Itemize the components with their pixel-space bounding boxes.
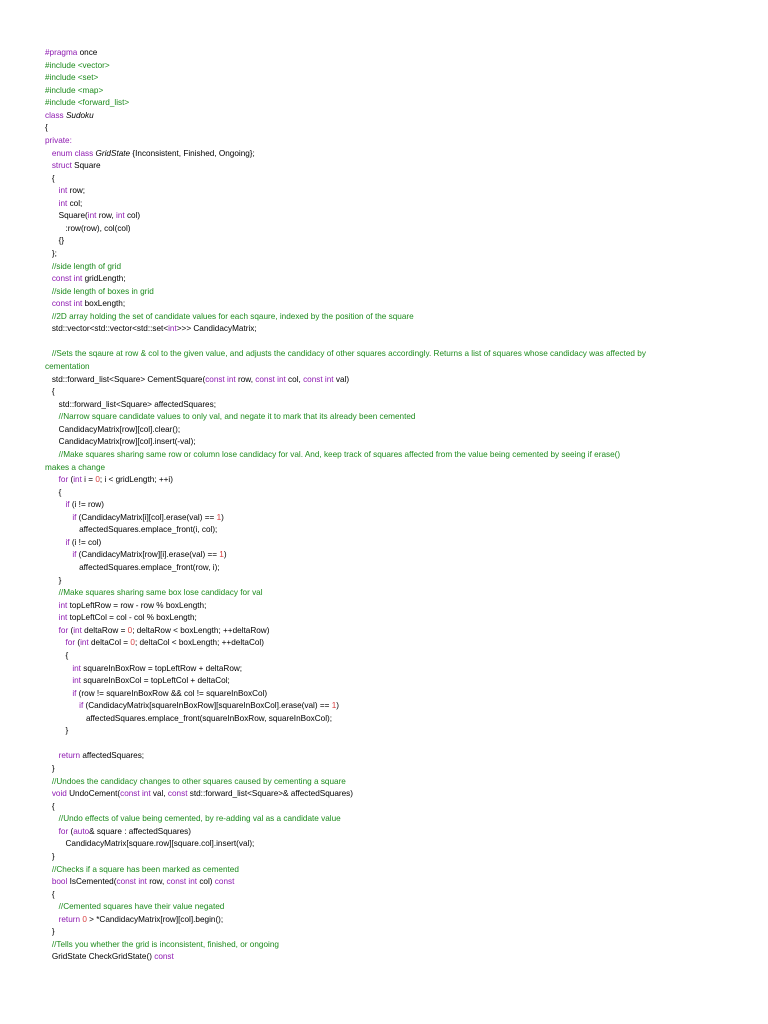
code-line	[45, 60, 721, 73]
code-token: {	[45, 123, 48, 133]
code-line	[45, 763, 721, 776]
code-token: CandidacyMatrix[row][col].clear();	[45, 424, 181, 434]
comment-token: //Undoes the candidacy changes to other squares caused by cementing a square	[51, 776, 346, 786]
code-line	[45, 411, 721, 424]
code-token: row,	[146, 877, 167, 887]
code-line	[45, 223, 721, 236]
code-token: (	[68, 475, 74, 485]
code-line	[45, 85, 721, 98]
code-line	[45, 575, 721, 588]
comment-token: #include <set>	[45, 73, 99, 83]
comment-token: //side length of grid	[51, 261, 122, 271]
code-token: UndoCement(	[66, 789, 121, 799]
keyword-token: const int	[255, 374, 286, 384]
code-line	[45, 424, 721, 437]
code-token: (	[75, 638, 81, 648]
code-line	[45, 298, 721, 311]
code-token	[45, 701, 79, 710]
code-token: > *CandidacyMatrix[row][col].begin();	[86, 914, 224, 924]
code-token: std::forward_list<Square>& affectedSquares)	[187, 789, 353, 799]
code-token	[45, 550, 72, 559]
keyword-token: int	[58, 198, 68, 208]
code-token: row,	[96, 211, 117, 221]
code-line	[45, 650, 721, 663]
code-line	[45, 210, 721, 223]
code-token: ; i < gridLength; ++i)	[99, 475, 173, 485]
code-line	[45, 72, 721, 85]
comment-token: //side length of boxes in grid	[51, 286, 154, 296]
code-line	[45, 663, 721, 676]
code-token	[45, 814, 59, 823]
code-token: }	[45, 764, 55, 774]
code-token: {	[45, 487, 62, 497]
code-token: & square : affectedSquares)	[89, 826, 191, 836]
code-token: val,	[150, 789, 168, 799]
code-token	[45, 538, 65, 547]
code-token: )	[336, 701, 339, 711]
code-token: (	[68, 826, 74, 836]
keyword-token: const int	[166, 877, 198, 887]
code-line	[45, 273, 721, 286]
code-token: topLeftCol = col - col % boxLength;	[67, 613, 197, 623]
keyword-token: const	[167, 789, 188, 799]
keyword-token: void	[51, 789, 67, 799]
code-line	[45, 286, 721, 299]
code-line	[45, 160, 721, 173]
code-token: {	[45, 801, 55, 811]
code-token: };	[45, 249, 57, 258]
code-token: Square	[71, 161, 101, 171]
comment-token: //Checks if a square has been marked as cemented	[51, 864, 239, 874]
code-token	[45, 149, 52, 158]
keyword-token: const int	[120, 789, 151, 799]
code-token	[45, 161, 52, 170]
number-token: 0	[127, 625, 133, 635]
code-token	[45, 312, 52, 321]
code-token: affectedSquares.emplace_front(i, col);	[45, 525, 218, 535]
comment-token: //Narrow square candidate values to only val, and negate it to mark that its already been cemented	[58, 412, 416, 422]
code-token	[45, 751, 59, 760]
code-line	[45, 148, 721, 161]
type-name-token: Sudoku	[65, 110, 94, 120]
code-token: affectedSquares.emplace_front(row, i);	[45, 563, 220, 573]
keyword-token: const int	[51, 274, 83, 284]
code-token: (i != col)	[69, 537, 102, 547]
code-token	[45, 475, 59, 484]
code-token: }	[45, 927, 55, 937]
code-token: GridState CheckGridState()	[45, 952, 155, 962]
number-token: 1	[331, 701, 337, 711]
comment-token: #include <forward_list>	[45, 98, 130, 108]
code-token	[45, 299, 52, 308]
code-token: }	[45, 575, 62, 585]
code-line	[45, 851, 721, 864]
code-token	[45, 777, 52, 786]
code-token	[45, 274, 52, 283]
comment-token: #include <vector>	[45, 60, 110, 70]
blank-line	[45, 738, 721, 751]
code-token: (	[68, 625, 74, 635]
code-token	[45, 412, 59, 421]
code-line	[45, 801, 721, 814]
code-token: )	[221, 512, 224, 522]
code-token: once	[77, 48, 98, 57]
code-token	[45, 450, 59, 459]
code-line	[45, 776, 721, 789]
code-token: std::vector<std::vector<std::set<	[45, 324, 169, 334]
code-token	[45, 902, 59, 911]
keyword-token: const int	[303, 374, 334, 384]
code-token: boxLength;	[82, 299, 126, 309]
code-line	[45, 600, 721, 613]
code-line	[45, 235, 721, 248]
code-token: }	[45, 726, 69, 736]
code-line	[45, 939, 721, 952]
comment-token: //Make squares sharing same box lose candidacy for val	[58, 588, 263, 598]
code-line	[45, 47, 721, 60]
code-token: (CandidacyMatrix[squareInBoxRow][squareInBoxCol].erase(val) ==	[83, 701, 332, 711]
keyword-token: struct	[51, 161, 72, 171]
code-token: col;	[67, 198, 83, 208]
number-token: 1	[219, 550, 224, 560]
code-token: gridLength;	[82, 274, 126, 284]
code-line	[45, 122, 721, 135]
number-token: 0	[95, 475, 100, 485]
code-line	[45, 110, 721, 123]
code-token: val)	[333, 374, 350, 384]
code-line	[45, 788, 721, 801]
keyword-token: bool	[51, 877, 68, 887]
code-line	[45, 487, 721, 500]
keyword-token: int	[73, 475, 82, 485]
code-token	[45, 613, 59, 622]
code-token: >>> CandidacyMatrix;	[176, 324, 257, 334]
code-token: std::forward_list<Square> affectedSquares;	[45, 399, 216, 409]
code-line	[45, 499, 721, 512]
code-token: {}	[45, 236, 65, 246]
code-line	[45, 889, 721, 902]
code-token: ; deltaCol < boxLength; ++deltaCol)	[134, 638, 264, 648]
code-line	[45, 374, 721, 387]
code-token: squareInBoxCol = topLeftCol + deltaCol;	[80, 676, 230, 686]
code-token: ; deltaRow < boxLength; ++deltaRow)	[132, 625, 270, 635]
code-line	[45, 436, 721, 449]
number-token: 0	[130, 638, 135, 648]
code-token: }	[45, 851, 55, 861]
code-line	[45, 311, 721, 324]
keyword-token: int	[72, 676, 81, 686]
keyword-token: int	[87, 211, 97, 221]
code-token: (CandidacyMatrix[row][i].erase(val) ==	[76, 550, 220, 560]
code-line	[45, 901, 721, 914]
keyword-token: private:	[45, 135, 72, 145]
code-line	[45, 750, 721, 763]
comment-token: //Sets the sqaure at row & col to the given value, and adjusts the candidacy of other squares accordingly. Returns a list of squares whose candidacy was affected by	[51, 349, 646, 359]
code-token: :row(row), col(col)	[45, 223, 131, 233]
number-token: 0	[82, 914, 87, 924]
code-line	[45, 914, 721, 927]
keyword-token: const	[154, 952, 174, 962]
code-token	[45, 789, 52, 798]
code-line	[45, 323, 721, 336]
code-line	[45, 512, 721, 525]
code-line	[45, 449, 721, 462]
comment-token: //Make squares sharing same row or column lose candidacy for val. And, keep track of squares affected from the value being cemented by seeing if erase()	[58, 449, 621, 459]
code-token: deltaRow =	[81, 625, 128, 635]
code-token	[45, 588, 59, 597]
code-token: squareInBoxRow = topLeftRow + deltaRow;	[80, 663, 243, 673]
code-token: {	[45, 650, 69, 660]
keyword-token: int	[72, 663, 81, 673]
keyword-token: int	[116, 211, 125, 221]
code-token: affectedSquares;	[80, 751, 145, 761]
keyword-token: class	[45, 110, 66, 120]
code-line	[45, 826, 721, 839]
code-line	[45, 135, 721, 148]
comment-token: makes a change	[45, 462, 106, 472]
comment-token: //Cemented squares have their value negated	[58, 902, 225, 912]
comment-token: cementation	[45, 362, 90, 372]
code-line	[45, 198, 721, 211]
code-token: CandidacyMatrix[square.row][square.col].insert(val);	[45, 839, 255, 849]
code-token	[45, 186, 59, 195]
code-token: topLeftRow = row - row % boxLength;	[67, 600, 207, 610]
comment-token: //Tells you whether the grid is inconsistent, finished, or ongoing	[51, 939, 279, 949]
code-token: affectedSquares.emplace_front(squareInBoxRow, squareInBoxCol);	[45, 713, 333, 723]
code-token: col)	[124, 211, 141, 221]
code-line	[45, 549, 721, 562]
code-line	[45, 700, 721, 713]
code-line	[45, 562, 721, 575]
code-line	[45, 348, 721, 361]
code-token	[45, 877, 52, 886]
code-token	[45, 940, 52, 949]
keyword-token: if	[65, 537, 70, 547]
code-token	[45, 513, 72, 522]
code-token	[45, 287, 52, 296]
keyword-token: if	[65, 500, 70, 510]
code-line	[45, 637, 721, 650]
keyword-token: const int	[51, 299, 83, 309]
type-name-token: GridState	[95, 148, 131, 158]
code-line	[45, 612, 721, 625]
code-token: Square(	[45, 211, 88, 221]
keyword-token: const int	[116, 877, 147, 887]
keyword-token: int	[58, 613, 68, 623]
code-token: IsCemented(	[67, 877, 117, 887]
code-token	[45, 500, 65, 509]
code-line	[45, 386, 721, 399]
code-line	[45, 864, 721, 877]
keyword-token: for	[58, 475, 69, 485]
code-token: CandidacyMatrix[row][col].insert(-val);	[45, 437, 196, 447]
code-token: (i != row)	[69, 500, 104, 510]
keyword-token: if	[72, 688, 77, 698]
code-token: col)	[197, 877, 215, 887]
comment-token: //Undo effects of value being cemented, by re-adding val as a candidate value	[58, 814, 341, 824]
keyword-token: return	[58, 751, 81, 761]
code-token	[45, 601, 59, 610]
code-token: (CandidacyMatrix[i][col].erase(val) ==	[76, 512, 217, 522]
number-token: 1	[216, 512, 222, 522]
keyword-token: int	[58, 186, 68, 196]
code-line	[45, 474, 721, 487]
code-token	[45, 626, 59, 635]
keyword-token: if	[72, 512, 77, 522]
code-token	[45, 865, 52, 874]
code-token: col,	[285, 374, 304, 384]
code-line	[45, 248, 721, 261]
code-line	[45, 361, 721, 374]
code-line	[45, 399, 721, 412]
code-line	[45, 261, 721, 274]
code-token	[45, 676, 72, 685]
code-token: deltaCol =	[88, 638, 131, 648]
code-line	[45, 713, 721, 726]
keyword-token: if	[72, 550, 77, 560]
code-token	[45, 349, 52, 358]
code-token: {Inconsistent, Finished, Ongoing};	[130, 148, 255, 158]
code-line	[45, 537, 721, 550]
code-token	[45, 689, 72, 698]
keyword-token: #pragma	[45, 48, 78, 57]
keyword-token: const int	[205, 374, 236, 384]
code-line	[45, 876, 721, 889]
code-line	[45, 462, 721, 475]
code-line	[45, 97, 721, 110]
blank-line	[45, 336, 721, 349]
code-line	[45, 675, 721, 688]
keyword-token: for	[58, 826, 69, 836]
code-token: {	[45, 387, 55, 397]
code-token	[45, 262, 52, 271]
code-token	[45, 199, 59, 208]
code-line	[45, 688, 721, 701]
keyword-token: for	[58, 625, 69, 635]
code-line	[45, 524, 721, 537]
code-token: row,	[235, 374, 256, 384]
keyword-token: auto	[73, 826, 90, 836]
code-token: {	[45, 889, 55, 899]
comment-token: #include <map>	[45, 85, 104, 95]
code-listing	[45, 47, 721, 964]
code-token	[45, 915, 59, 924]
code-line	[45, 951, 721, 964]
keyword-token: int	[58, 600, 68, 610]
code-line	[45, 625, 721, 638]
code-token	[45, 638, 65, 647]
code-line	[45, 173, 721, 186]
code-line	[45, 813, 721, 826]
keyword-token: for	[65, 638, 76, 648]
keyword-token: int	[80, 638, 89, 648]
comment-token: //2D array holding the set of candidate values for each sqaure, indexed by the position of the square	[51, 311, 414, 321]
keyword-token: const	[214, 877, 235, 887]
code-token	[45, 664, 72, 673]
keyword-token: return	[58, 914, 81, 924]
keyword-token: enum class	[51, 148, 96, 158]
code-token: )	[223, 550, 227, 560]
code-token: row;	[67, 186, 86, 196]
keyword-token: if	[79, 701, 84, 711]
code-line	[45, 838, 721, 851]
code-line	[45, 725, 721, 738]
code-line	[45, 185, 721, 198]
code-token: std::forward_list<Square> CementSquare(	[45, 374, 206, 384]
code-line	[45, 587, 721, 600]
code-token: {	[45, 173, 55, 183]
keyword-token: int	[73, 625, 82, 635]
code-line	[45, 926, 721, 939]
code-token	[45, 827, 59, 836]
keyword-token: int	[168, 324, 177, 334]
code-token: (row != squareInBoxRow && col != squareInBoxCol)	[76, 688, 268, 698]
code-token: i =	[81, 475, 96, 485]
